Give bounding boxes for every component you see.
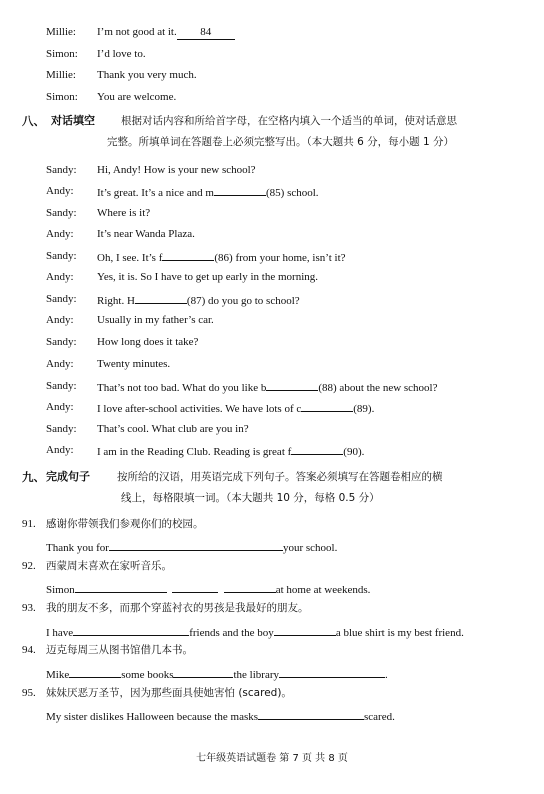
question-number: 91.: [22, 518, 36, 530]
answer-blank: [73, 624, 189, 636]
question-chinese: 西蒙周末喜欢在家听音乐。: [46, 560, 172, 572]
speaker: Millie:: [46, 69, 76, 81]
speaker: Sandy:: [46, 336, 77, 348]
answer-blank: [69, 666, 121, 678]
section-number: 九、: [22, 470, 45, 484]
question-number: 93.: [22, 602, 36, 614]
utterance: Right. H (87) do you go to school?: [97, 292, 300, 308]
page-footer: 七年级英语试题卷 第 7 页 共 8 页: [196, 753, 348, 764]
utterance: It’s near Wanda Plaza.: [97, 228, 195, 240]
speaker: Andy:: [46, 401, 74, 413]
speaker: Simon:: [46, 48, 78, 60]
question-chinese: 我的朋友不多，而那个穿蓝衬衣的男孩是我最好的朋友。: [46, 602, 309, 614]
section-instruction: 完整。所填单词在答题卷上必须完整写出。（本大题共 6 分，每小题 1 分）: [107, 136, 454, 148]
question-number: 95.: [22, 687, 36, 699]
utterance: I am in the Reading Club. Reading is great f (90).: [97, 443, 364, 459]
speaker: Andy:: [46, 185, 74, 197]
speaker: Andy:: [46, 358, 74, 370]
speaker: Sandy:: [46, 423, 77, 435]
utterance: You are welcome.: [97, 91, 177, 103]
speaker: Sandy:: [46, 207, 77, 219]
speaker: Andy:: [46, 271, 74, 283]
utterance: Twenty minutes.: [97, 358, 171, 370]
answer-blank: [162, 249, 214, 261]
utterance: Oh, I see. It’s f (86) from your home, isn’t it?: [97, 249, 346, 265]
utterance: Hi, Andy! How is your new school?: [97, 164, 256, 176]
answer-blank: [291, 443, 343, 455]
utterance: How long does it take?: [97, 336, 199, 348]
section-instruction: 根据对话内容和所给首字母，在空格内填入一个适当的单词，使对话意思: [121, 115, 457, 127]
answer-blank: [279, 666, 385, 678]
answer-blank: [172, 581, 218, 593]
utterance: Where is it?: [97, 207, 151, 219]
speaker: Andy:: [46, 314, 74, 326]
speaker: Simon:: [46, 91, 78, 103]
speaker: Andy:: [46, 444, 74, 456]
answer-blank: [75, 581, 167, 593]
utterance: That’s not too bad. What do you like b (88) about the new school?: [97, 379, 438, 395]
question-number: 92.: [22, 560, 36, 572]
speaker: Sandy:: [46, 250, 77, 262]
question-chinese: 妹妹厌恶万圣节，因为那些面具使她害怕 (scared)。: [46, 687, 292, 699]
answer-blank: [173, 666, 233, 678]
answer-blank: [258, 708, 364, 720]
speaker: Sandy:: [46, 380, 77, 392]
answer-blank: [109, 539, 283, 551]
section-title: 完成句子: [46, 470, 90, 483]
question-number: 94.: [22, 644, 36, 656]
utterance: It’s great. It’s a nice and m (85) school.: [97, 184, 319, 200]
utterance: I love after-school activities. We have lots of c (89).: [97, 400, 374, 416]
speaker: Millie:: [46, 26, 76, 38]
answer-blank: [224, 581, 276, 593]
speaker: Sandy:: [46, 164, 77, 176]
answer-blank: [266, 379, 318, 391]
utterance: I’d love to.: [97, 48, 146, 60]
answer-blank: [135, 292, 187, 304]
question-chinese: 感谢你带领我们参观你们的校园。: [46, 518, 204, 530]
utterance: Usually in my father’s car.: [97, 314, 214, 326]
section-title: 对话填空: [51, 114, 95, 127]
utterance: Thank you very much.: [97, 69, 197, 81]
speaker: Andy:: [46, 228, 74, 240]
utterance: That’s cool. What club are you in?: [97, 423, 249, 435]
answer-blank: [274, 624, 336, 636]
speaker: Sandy:: [46, 293, 77, 305]
question-chinese: 迈克每周三从图书馆借几本书。: [46, 644, 193, 656]
answer-blank: [301, 400, 353, 412]
section-number: 八、: [22, 114, 45, 128]
utterance: I’m not good at it. 84: [97, 25, 235, 40]
section-instruction: 按所给的汉语，用英语完成下列句子。答案必须填写在答题卷相应的横: [117, 471, 443, 483]
section-instruction: 线上，每格限填一词。（本大题共 10 分，每格 0.5 分）: [121, 492, 380, 504]
utterance: Yes, it is. So I have to get up early in the morning.: [97, 271, 318, 283]
answer-blank: [214, 184, 266, 196]
answer-blank: 84: [177, 25, 235, 40]
